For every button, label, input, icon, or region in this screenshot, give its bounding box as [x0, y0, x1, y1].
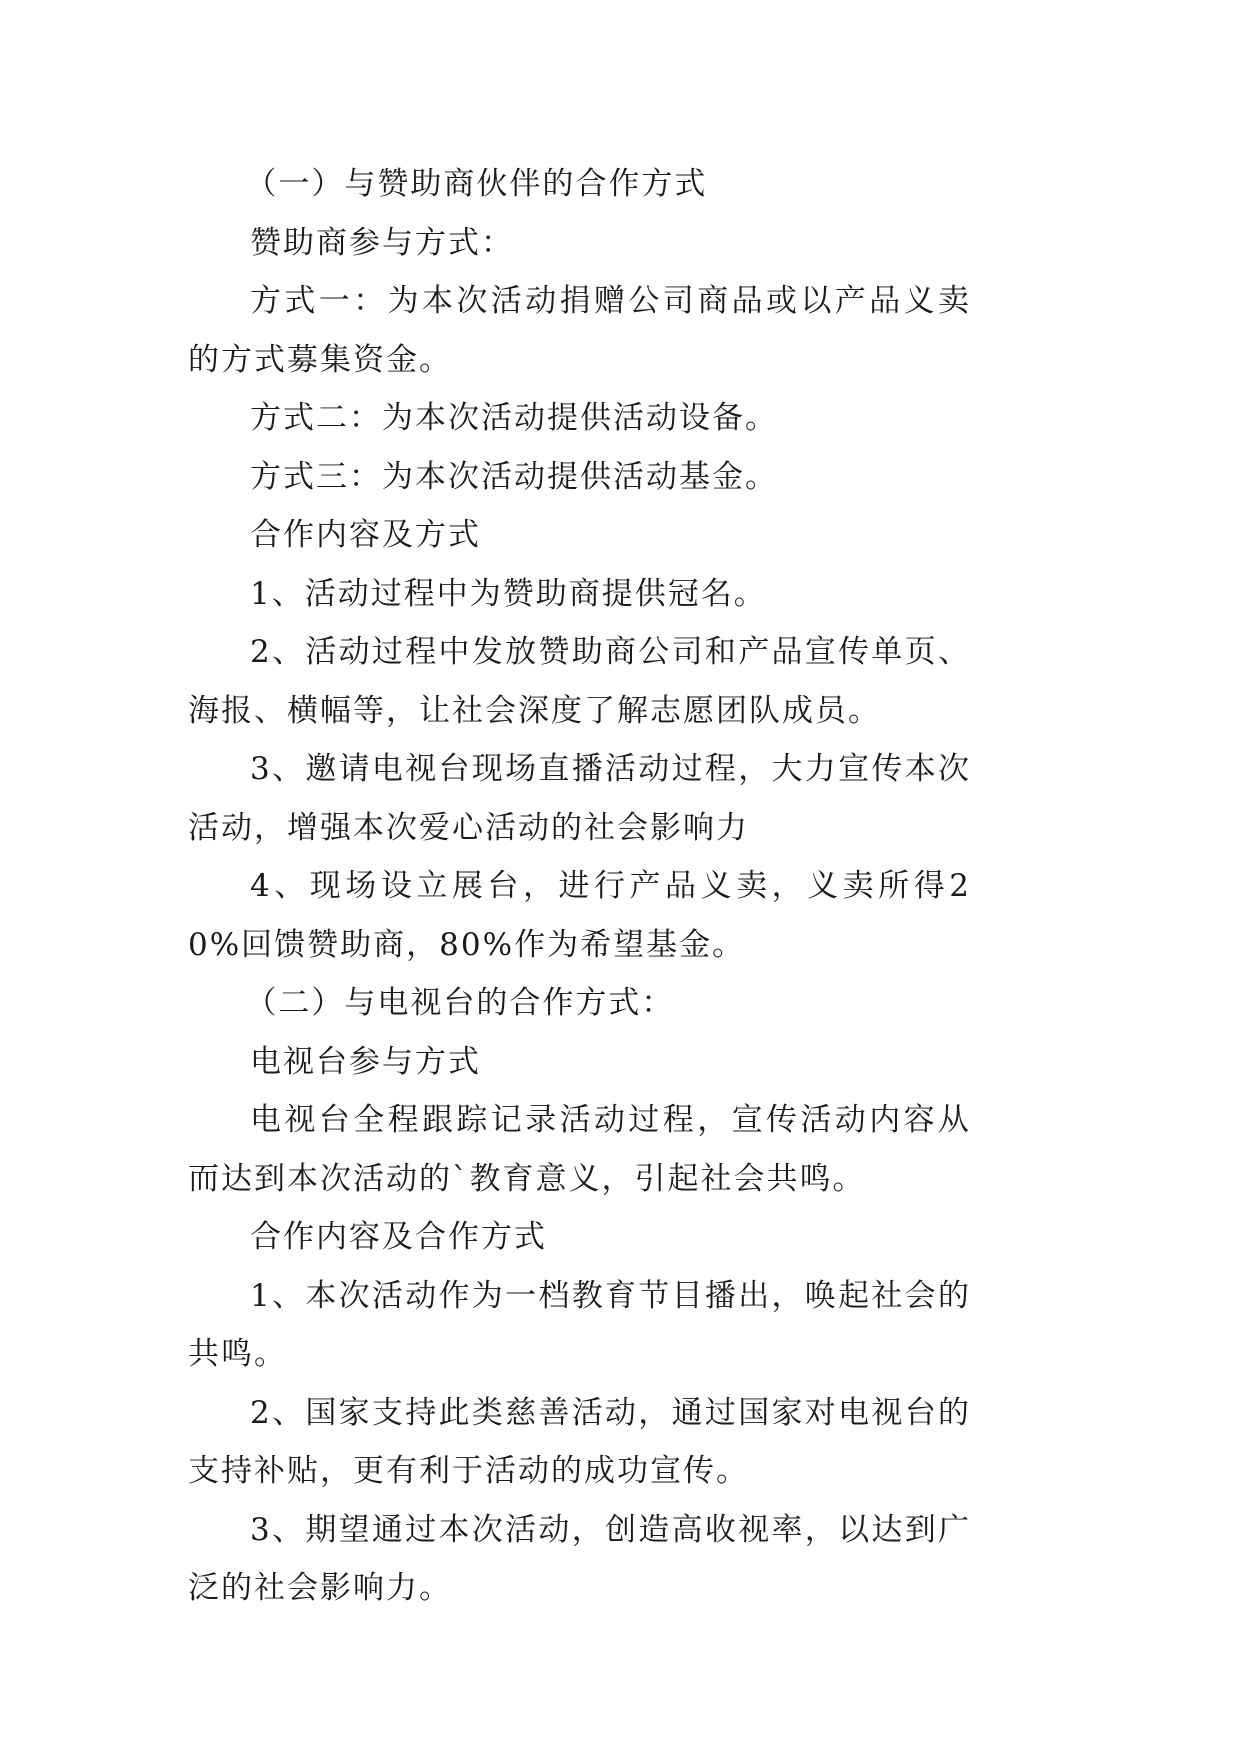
- paragraph-tv-participation-title: 电视台参与方式: [250, 1043, 481, 1080]
- paragraph-tv-item-1: 1、本次活动作为一档教育节目播出，唤起社会的共鸣。: [188, 1277, 971, 1372]
- paragraph-method-one: 方式一：为本次活动捐赠公司商品或以产品义卖的方式募集资金。: [188, 283, 971, 378]
- paragraph-tv-cooperation-title: 合作内容及合作方式: [250, 1219, 547, 1255]
- paragraph-sponsor-item-1: 1、活动过程中为赞助商提供冠名。: [250, 575, 767, 612]
- paragraph-cooperation-content-title: 合作内容及方式: [250, 517, 481, 553]
- paragraph-tv-item-2: 2、国家支持此类慈善活动，通过国家对电视台的支持补贴，更有利于活动的成功宣传。: [188, 1394, 971, 1489]
- section-heading-tv: （二）与电视台的合作方式：: [245, 985, 675, 1021]
- paragraph-tv-item-3: 3、期望通过本次活动，创造高收视率，以达到广泛的社会影响力。: [188, 1511, 971, 1606]
- paragraph-method-two: 方式二：为本次活动提供活动设备。: [250, 400, 778, 436]
- paragraph-tv-participation-body: 电视台全程跟踪记录活动过程，宣传活动内容从而达到本次活动的`教育意义，引起社会共鸣。: [188, 1102, 971, 1197]
- paragraph-method-three: 方式三：为本次活动提供活动基金。: [250, 458, 778, 495]
- paragraph-sponsor-item-2: 2、活动过程中发放赞助商公司和产品宣传单页、海报、横幅等，让社会深度了解志愿团队成员。: [188, 634, 971, 729]
- section-heading-sponsor: （一）与赞助商伙伴的合作方式: [245, 166, 708, 202]
- paragraph-sponsor-participation-title: 赞助商参与方式：: [250, 224, 514, 261]
- paragraph-sponsor-item-4: 4、现场设立展台，进行产品义卖，义卖所得20%回馈赞助商，80%作为希望基金。: [188, 868, 971, 963]
- paragraph-sponsor-item-3: 3、邀请电视台现场直播活动过程，大力宣传本次活动，增强本次爱心活动的社会影响力: [188, 751, 971, 846]
